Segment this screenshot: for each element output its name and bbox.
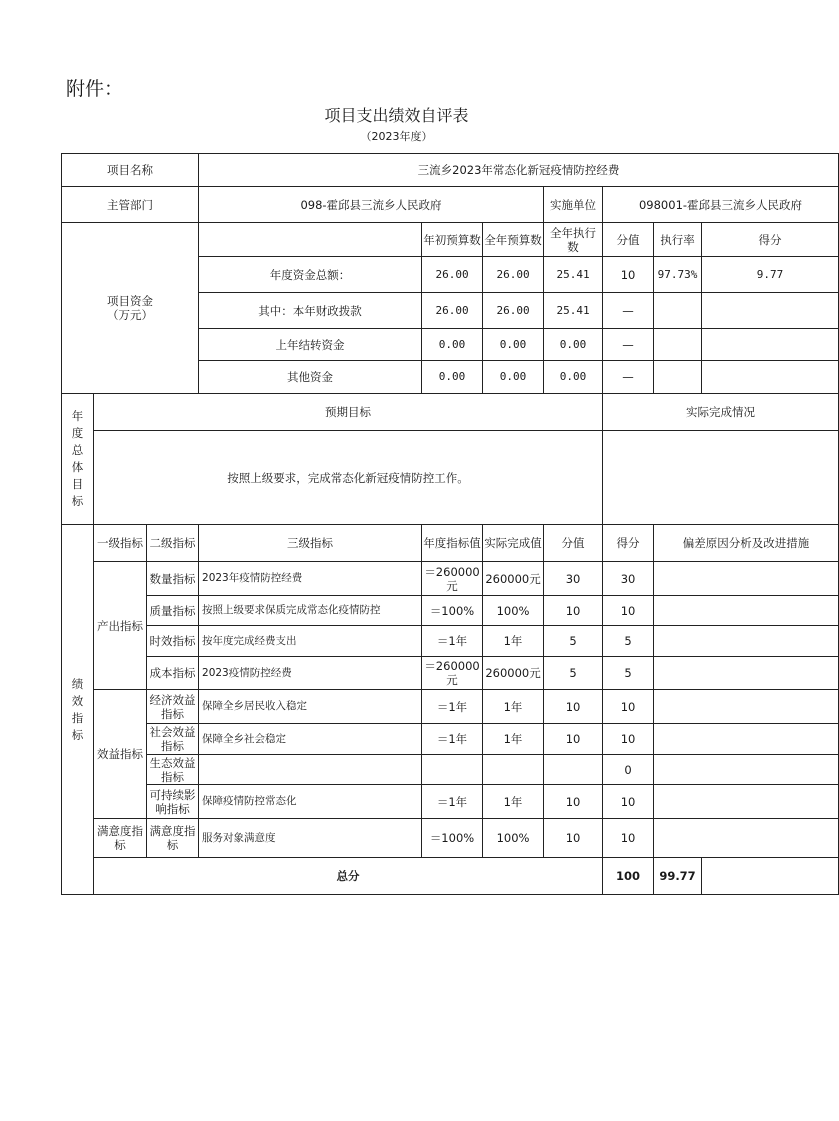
funds-score (702, 329, 839, 361)
expected-goal-text: 按照上级要求，完成常态化新冠疫情防控工作。 (94, 431, 603, 525)
header-ind-score: 得分 (603, 525, 654, 562)
goals-label-char: 体 (71, 460, 84, 474)
funds-score-value: 10 (603, 257, 654, 293)
indicator-actual: 100% (483, 596, 544, 626)
goals-header-row (62, 394, 839, 431)
indicator-deviation (654, 755, 839, 785)
indicator-row (62, 626, 839, 657)
indicator-level3: 按年度完成经费支出 (199, 626, 422, 657)
indicator-level3: 2023疫情防控经费 (199, 657, 422, 690)
funds-row-label: 其他资金 (199, 361, 422, 394)
indicator-level2: 数量指标 (147, 562, 199, 596)
benefit-indicators-label: 效益指标 (94, 690, 147, 819)
page-title: 项目支出绩效自评表 (324, 106, 469, 125)
indicator-score: 10 (603, 785, 654, 819)
indicator-score-value: 5 (544, 626, 603, 657)
indicator-score: 5 (603, 657, 654, 690)
indicator-score-value: 10 (544, 785, 603, 819)
funds-full: 26.00 (483, 257, 544, 293)
goals-label-char: 标 (71, 494, 84, 508)
dept-value: 098-霍邱县三流乡人民政府 (199, 187, 544, 223)
indicator-score-value (544, 755, 603, 785)
indicator-score: 10 (603, 819, 654, 858)
indicators-label-char: 标 (71, 727, 84, 742)
header-score: 得分 (702, 223, 839, 257)
funds-exec: 25.41 (544, 257, 603, 293)
indicator-score-value: 10 (544, 724, 603, 755)
header-level3: 三级指标 (199, 525, 422, 562)
indicator-actual: 1年 (483, 724, 544, 755)
indicator-level3 (199, 755, 422, 785)
actual-completion-header: 实际完成情况 (603, 394, 839, 431)
funds-full: 0.00 (483, 361, 544, 394)
funds-rate (654, 329, 702, 361)
header-actual-value: 实际完成值 (483, 525, 544, 562)
header-level2: 二级指标 (147, 525, 199, 562)
indicators-label (62, 525, 94, 895)
indicator-level3: 2023年疫情防控经费 (199, 562, 422, 596)
header-full-budget: 全年预算数 (483, 223, 544, 257)
total-deviation (702, 858, 839, 895)
funds-rate (654, 361, 702, 394)
funds-score (702, 361, 839, 394)
indicator-score: 10 (603, 690, 654, 724)
indicator-level2: 满意度指标 (147, 819, 199, 858)
indicator-level3: 保障疫情防控常态化 (199, 785, 422, 819)
indicator-actual: 260000元 (483, 657, 544, 690)
indicator-level2: 成本指标 (147, 657, 199, 690)
indicator-annual: ＝100% (422, 596, 483, 626)
funds-rate (654, 293, 702, 329)
indicator-actual: 100% (483, 819, 544, 858)
indicator-level2: 经济效益指标 (147, 690, 199, 724)
header-level1: 一级指标 (94, 525, 147, 562)
indicator-annual: ＝1年 (422, 724, 483, 755)
funds-row-label: 年度资金总额： (199, 257, 422, 293)
goals-label-char: 总 (71, 443, 84, 457)
goals-label (62, 394, 94, 525)
indicator-score-value: 10 (544, 819, 603, 858)
indicators-label-char: 指 (71, 710, 84, 725)
total-score-value: 100 (603, 858, 654, 895)
year-note: （2023年度） (360, 130, 433, 143)
total-score: 99.77 (654, 858, 702, 895)
indicators-header-row (62, 525, 839, 562)
indicator-score-value: 5 (544, 657, 603, 690)
funds-initial: 26.00 (422, 257, 483, 293)
indicator-deviation (654, 819, 839, 858)
goals-label-char: 度 (71, 426, 84, 440)
funds-full: 26.00 (483, 293, 544, 329)
indicator-deviation (654, 596, 839, 626)
actual-completion-text (603, 431, 839, 525)
indicator-row (62, 819, 839, 858)
funds-score (702, 293, 839, 329)
indicator-row (62, 785, 839, 819)
indicator-level3: 保障全乡社会稳定 (199, 724, 422, 755)
funds-exec: 0.00 (544, 329, 603, 361)
indicator-score: 30 (603, 562, 654, 596)
header-full-exec: 全年执行数 (544, 223, 603, 257)
funds-full: 0.00 (483, 329, 544, 361)
funds-score: 9.77 (702, 257, 839, 293)
indicator-annual (422, 755, 483, 785)
output-indicators-label: 产出指标 (94, 562, 147, 690)
goals-label-char: 年 (71, 409, 84, 423)
indicator-row (62, 755, 839, 785)
total-row (62, 858, 839, 895)
indicator-deviation (654, 657, 839, 690)
indicator-actual (483, 755, 544, 785)
indicator-annual: ＝100% (422, 819, 483, 858)
satisfaction-indicators-label: 满意度指标 (94, 819, 147, 858)
indicator-deviation (654, 626, 839, 657)
project-name-label: 项目名称 (62, 154, 199, 187)
impl-label: 实施单位 (544, 187, 603, 223)
header-deviation: 偏差原因分析及改进措施 (654, 525, 839, 562)
indicator-score: 10 (603, 596, 654, 626)
funds-label-line2: （万元） (107, 308, 153, 322)
funds-score-value: — (603, 293, 654, 329)
indicator-actual: 1年 (483, 785, 544, 819)
goals-label-char: 目 (71, 477, 84, 491)
indicator-level3: 按照上级要求保质完成常态化疫情防控 (199, 596, 422, 626)
indicator-actual: 260000元 (483, 562, 544, 596)
indicator-annual: ＝260000元 (422, 562, 483, 596)
funds-exec: 25.41 (544, 293, 603, 329)
project-name-value: 三流乡2023年常态化新冠疫情防控经费 (199, 154, 839, 187)
indicator-level2: 时效指标 (147, 626, 199, 657)
funds-row-label: 上年结转资金 (199, 329, 422, 361)
indicator-level3: 保障全乡居民收入稳定 (199, 690, 422, 724)
indicator-annual: ＝1年 (422, 785, 483, 819)
indicator-score: 5 (603, 626, 654, 657)
indicator-score-value: 30 (544, 562, 603, 596)
indicator-level3: 服务对象满意度 (199, 819, 422, 858)
funds-row-label: 其中：本年财政拨款 (199, 293, 422, 329)
funds-score-value: — (603, 329, 654, 361)
funds-initial: 0.00 (422, 329, 483, 361)
indicator-deviation (654, 785, 839, 819)
indicator-row (62, 690, 839, 724)
funds-header-row (62, 223, 839, 257)
header-score-value: 分值 (603, 223, 654, 257)
attachment-label: 附件： (66, 78, 124, 100)
funds-exec: 0.00 (544, 361, 603, 394)
indicators-label-char: 效 (71, 693, 84, 708)
indicator-level2: 社会效益指标 (147, 724, 199, 755)
expected-goal-header: 预期目标 (94, 394, 603, 431)
header-initial-budget: 年初预算数 (422, 223, 483, 257)
impl-value: 098001-霍邱县三流乡人民政府 (603, 187, 839, 223)
header-exec-rate: 执行率 (654, 223, 702, 257)
indicator-row (62, 657, 839, 690)
funds-rate: 97.73% (654, 257, 702, 293)
indicator-score-value: 10 (544, 690, 603, 724)
indicator-score: 0 (603, 755, 654, 785)
indicator-row (62, 596, 839, 626)
total-label: 总分 (94, 858, 603, 895)
funds-label-line1: 项目资金 (107, 294, 153, 308)
goals-content-row (62, 431, 839, 525)
header-ind-score-value: 分值 (544, 525, 603, 562)
indicator-annual: ＝260000元 (422, 657, 483, 690)
funds-initial: 0.00 (422, 361, 483, 394)
indicators-label-char: 绩 (71, 676, 84, 691)
header-annual-value: 年度指标值 (422, 525, 483, 562)
indicator-row (62, 562, 839, 596)
indicator-score: 10 (603, 724, 654, 755)
indicator-actual: 1年 (483, 626, 544, 657)
indicator-annual: ＝1年 (422, 690, 483, 724)
indicator-level2: 生态效益指标 (147, 755, 199, 785)
department-row (62, 187, 839, 223)
evaluation-table (61, 153, 839, 895)
indicator-deviation (654, 724, 839, 755)
dept-label: 主管部门 (62, 187, 199, 223)
indicator-row (62, 724, 839, 755)
funds-label (62, 223, 199, 394)
project-name-row (62, 154, 839, 187)
funds-initial: 26.00 (422, 293, 483, 329)
indicator-deviation (654, 690, 839, 724)
funds-header-blank (199, 223, 422, 257)
funds-score-value: — (603, 361, 654, 394)
indicator-annual: ＝1年 (422, 626, 483, 657)
indicator-level2: 质量指标 (147, 596, 199, 626)
indicator-actual: 1年 (483, 690, 544, 724)
indicator-level2: 可持续影响指标 (147, 785, 199, 819)
indicator-score-value: 10 (544, 596, 603, 626)
indicator-deviation (654, 562, 839, 596)
